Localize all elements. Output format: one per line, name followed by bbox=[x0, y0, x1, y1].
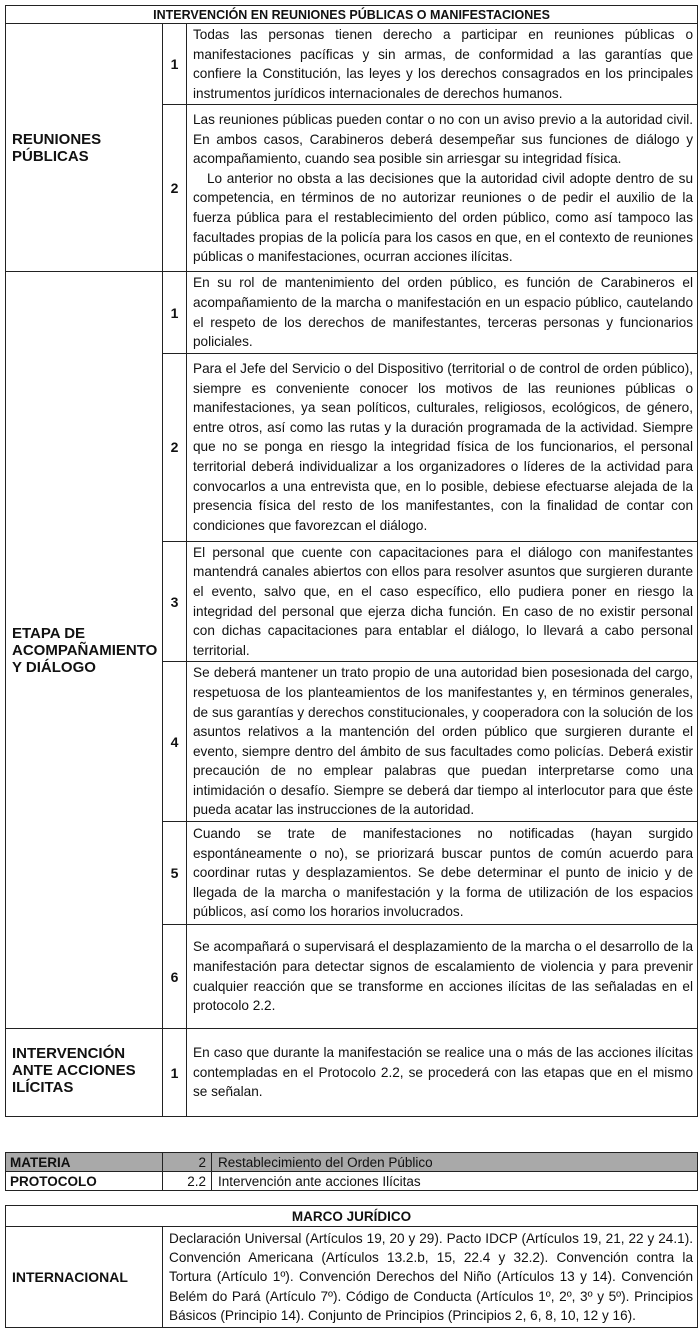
paragraph: Se deberá mantener un trato propio de una autoridad bien posesionada del cargo, respetuosa de los planteamientos de los manifestantes y, en términos generales, de sus garantías y derechos constitucionales, y cooperadora con la solución de los asuntos relativos a la mantención del orden público que surgieren durante el evento, siempre dentro del ámbito de sus facultades como policías. Deberá existir precaución de no emplear palabras que puedan interpretarse como una intimidación o desafío. Siempre se deberá dar tiempo al interlocutor para que éste pueda acatar las instrucciones de la autoridad. bbox=[193, 665, 694, 818]
row-number: 5 bbox=[163, 822, 187, 925]
protocol-row bbox=[6, 24, 698, 105]
protocol-meta-table bbox=[5, 1152, 698, 1191]
paragraph: Se acompañará o supervisará el desplazamiento de la marcha o el desarrollo de la manifestación para detectar signos de escalamiento de violencia y para prevenir cualquier reacción que se transforme en acciones ilícitas de las señaladas en el protocolo 2.2. bbox=[193, 939, 694, 1014]
protocolo-description: Intervención ante acciones Ilícitas bbox=[212, 1172, 698, 1191]
row-text bbox=[187, 541, 698, 662]
paragraph: Cuando se trate de manifestaciones no notificadas (hayan surgido espontáneamente o no), se priorizará buscar puntos de común acuerdo para coordinar rutas y desplazamientos. Se debe determinar el punto de inicio y de llegada de la marcha o manifestación y la forma de utilización de los espacios públicos, así como los horarios involucrados. bbox=[193, 826, 694, 920]
row-number: 1 bbox=[163, 272, 187, 353]
row-number: 1 bbox=[163, 24, 187, 105]
category-label: ETAPA DE ACOMPAÑAMIENTO Y DIÁLOGO bbox=[6, 272, 163, 1029]
row-number: 2 bbox=[163, 105, 187, 272]
row-text bbox=[187, 822, 698, 925]
marco-category: INTERNACIONAL bbox=[6, 1227, 163, 1328]
row-text bbox=[187, 105, 698, 272]
row-number: 6 bbox=[163, 925, 187, 1029]
row-number: 2 bbox=[163, 353, 187, 541]
materia-description: Restablecimiento del Orden Público bbox=[212, 1153, 698, 1172]
row-number: 1 bbox=[163, 1029, 187, 1117]
protocol-row bbox=[6, 1029, 698, 1117]
paragraph: Lo anterior no obsta a las decisiones que la autoridad civil adopte dentro de su competencia, en términos de no autorizar reuniones o de pedir el auxilio de la fuerza pública para el restablecimiento del orden público, como así tampoco las facultades propias de la policía para los casos en que, en el contexto de reuniones públicas o manifestaciones, ocurran acciones ilícitas. bbox=[193, 170, 694, 265]
category-label: REUNIONES PÚBLICAS bbox=[6, 24, 163, 272]
category-label: INTERVENCIÓN ANTE ACCIONES ILÍCITAS bbox=[6, 1029, 163, 1117]
materia-row bbox=[6, 1153, 698, 1172]
protocolo-value: 2.2 bbox=[163, 1172, 212, 1191]
marco-juridico-table bbox=[5, 1205, 698, 1328]
marco-title: MARCO JURÍDICO bbox=[6, 1206, 698, 1227]
paragraph: Para el Jefe del Servicio o del Dispositivo (territorial o de control de orden público), siempre es conveniente conocer los motivos de las reuniones públicas o manifestaciones, ya sean políticos, culturales, religiosos, ecológicos, de género, entre otros, así como las rutas y la duración programada de la actividad. Siempre que no se ponga en riesgo la integridad física de los funcionarios, el personal territorial deberá individualizar a los organizadores o líderes de la actividad para convocarlos a una entrevista que, en lo posible, debiese efectuarse alejada de la presencia física del resto de los manifestantes, con la finalidad de contar con condiciones que favorezcan el diálogo. bbox=[193, 361, 694, 533]
paragraph: En caso que durante la manifestación se realice una o más de las acciones ilícitas contempladas en el Protocolo 2.2, se procederá con las etapas que en el mismo se señalan. bbox=[193, 1045, 694, 1100]
protocol-row bbox=[6, 272, 698, 353]
paragraph: En su rol de mantenimiento del orden público, es función de Carabineros el acompañamiento de la marcha o manifestación en un espacio público, cautelando el respeto de los derechos de manifestantes, terceras personas y funcionarios policiales. bbox=[193, 275, 694, 350]
row-number: 3 bbox=[163, 541, 187, 662]
protocolo-row bbox=[6, 1172, 698, 1191]
paragraph: El personal que cuente con capacitaciones para el diálogo con manifestantes mantendrá canales abiertos con ellos para resolver asuntos que surgieren durante el evento, salvo que, en el caso específico, ello pudiera poner en riesgo la integridad del personal que ejerza dicha función. En caso de no existir personal con dichas capacitaciones para entablar el diálogo, lo llevará a cabo personal territorial. bbox=[193, 544, 694, 658]
intervention-table bbox=[5, 5, 698, 1117]
row-text bbox=[187, 24, 698, 105]
section-title: INTERVENCIÓN EN REUNIONES PÚBLICAS O MANIFESTACIONES bbox=[6, 6, 698, 24]
protocolo-label: PROTOCOLO bbox=[6, 1172, 163, 1191]
row-number: 4 bbox=[163, 662, 187, 822]
section-title-row bbox=[6, 6, 698, 24]
row-text bbox=[187, 353, 698, 541]
paragraph: Todas las personas tienen derecho a participar en reuniones públicas o manifestaciones pacíficas y sin armas, de conformidad a las garantías que confiere la Constitución, las leyes y los derechos consagrados en los principales instrumentos jurídicos internacionales de derechos humanos. bbox=[193, 27, 694, 101]
materia-value: 2 bbox=[163, 1153, 212, 1172]
paragraph: Las reuniones públicas pueden contar o no con un aviso previo a la autoridad civil. En ambos casos, Carabineros deberá desempeñar sus funciones de diálogo y acompañamiento, cuando sea posible sin arriesgar su integridad física. bbox=[193, 112, 694, 167]
row-text bbox=[187, 1029, 698, 1117]
row-text bbox=[187, 272, 698, 353]
marco-row bbox=[6, 1227, 698, 1328]
marco-text: Declaración Universal (Artículos 19, 20 y 29). Pacto IDCP (Artículos 19, 21, 22 y 24.1). Convención Americana (Artículos 13.2.b, 15, 22.4 y 32.2). Convención contra la Tortura (Artículo 1º). Convención Derechos del Niño (Artículos 13 y 14). Convención Belém do Pará (Artículo 7º). Código de Conducta (Artículos 1º, 2º, 3º y 5º). Principios Básicos (Principio 14). Conjunto de Principios (Principios 2, 6, 8, 10, 12 y 16). bbox=[163, 1227, 698, 1328]
marco-title-row bbox=[6, 1206, 698, 1227]
row-text bbox=[187, 925, 698, 1029]
row-text bbox=[187, 662, 698, 822]
materia-label: MATERIA bbox=[6, 1153, 163, 1172]
